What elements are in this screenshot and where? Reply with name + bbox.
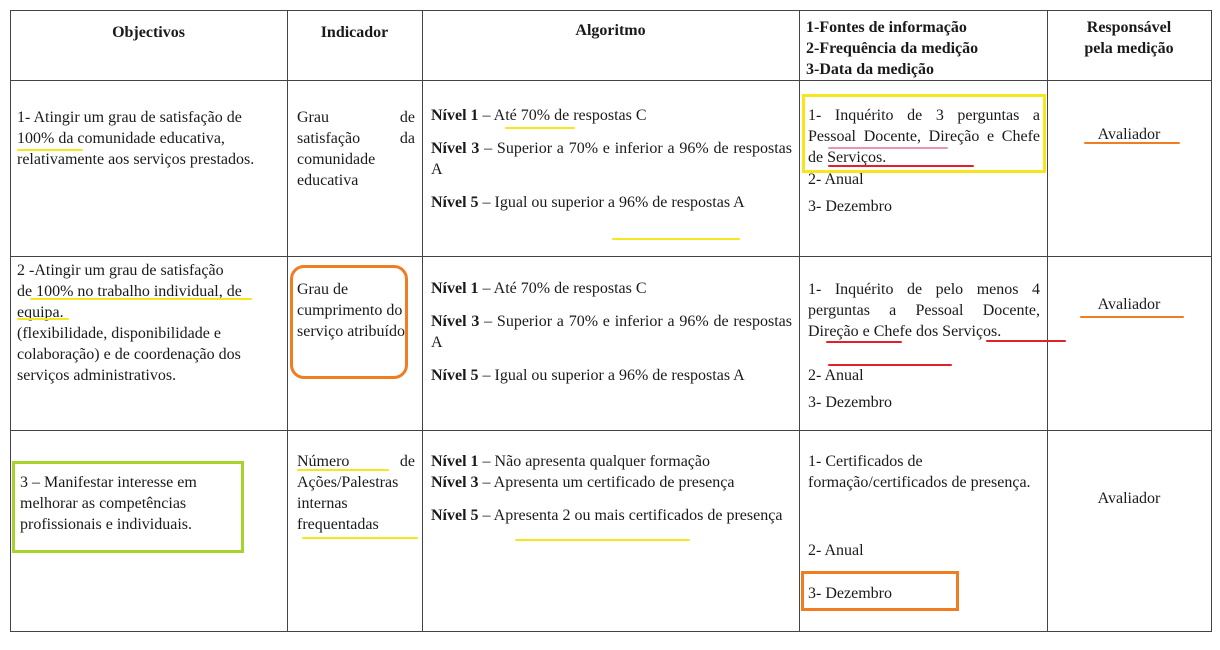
nivel-label: Nível 5 [431,367,479,384]
row3-fonte-1: 1- Certificados de formação/certificados de presença. [808,453,1031,491]
row2-nivel3 [431,311,792,353]
row1-nivel1 [431,105,792,126]
row2-fonte-1: 1- Inquérito de pelo menos 4 perguntas a Pessoal Docente, Direção e Chefe dos Serviços. [808,281,1040,340]
row2-fonte-3: 3- Dezembro [808,394,892,411]
highlight-underline [1080,316,1184,318]
nivel-text: – Até 70% de respostas C [478,280,647,297]
column-divider-4 [1047,10,1048,632]
highlight-box [290,265,408,379]
highlight-box [802,94,1046,173]
row3-indicador-line: Ações/Palestras [297,474,399,491]
nivel-text: – Igual ou superior a 96% de respostas A [478,194,745,211]
highlight-underline [612,238,740,240]
header-fontes-3: 3-Data da medição [806,61,934,78]
header-responsavel-2: pela medição [1084,40,1174,57]
nivel-label: Nível 1 [431,453,479,470]
row2-objectivo-line: de 100% no trabalho individual, de [17,283,242,300]
nivel-text: – Igual ou superior a 96% de respostas A [478,367,745,384]
header-indicador: Indicador [320,24,389,41]
nivel-label: Nível 3 [431,140,480,157]
nivel-label: Nível 1 [431,107,479,124]
row2-objectivo-line: (flexibilidade, disponibilidade e colaboração) e de coordenação dos serviços administrativos. [17,325,241,384]
row3-nivel1 [431,451,792,472]
row3-indicador-line: Número de [297,453,415,470]
row1-fonte-1: 1- Inquérito de 3 perguntas a Pessoal Docente, Direção e Chefe de Serviços. [808,107,1040,166]
row1-nivel3 [431,138,792,180]
nivel-label: Nível 5 [431,194,479,211]
row2-objectivo [17,260,283,386]
row3-indicador-line: frequentadas [297,516,379,533]
nivel-text: – Até 70% de respostas C [478,107,647,124]
row2-nivel5 [431,365,792,386]
row1-responsavel: Avaliador [1097,126,1161,143]
header-objectivos: Objectivos [112,24,185,41]
row2-objectivo-line: equipa. [17,304,64,321]
header-responsavel [1047,17,1211,59]
header-divider [10,80,1211,81]
row2-objectivo-line: 2 -Atingir um grau de satisfação [17,262,224,279]
column-divider-3 [799,10,800,632]
column-divider-1 [287,10,288,632]
row3-indicador-line: internas [297,495,348,512]
highlight-underline [297,469,389,471]
highlight-underline [826,341,902,343]
header-fontes [806,17,1046,80]
header-fontes-1: 1-Fontes de informação [806,19,967,36]
row-divider-2 [10,430,1211,431]
highlight-underline [302,537,418,539]
row1-fonte-3: 3- Dezembro [808,198,892,215]
highlight-underline [515,539,690,541]
nivel-label: Nível 3 [431,474,479,491]
nivel-text: – Superior a 70% e inferior a 96% de respostas A [431,140,793,178]
nivel-label: Nível 5 [431,507,479,524]
highlight-box [801,571,959,611]
row1-indicador-line: educativa [297,172,359,189]
row3-fonte-2: 2- Anual [808,542,864,559]
row3-responsavel: Avaliador [1097,490,1161,507]
column-border-right [1211,10,1212,632]
nivel-label: Nível 1 [431,280,479,297]
nivel-text: – Superior a 70% e inferior a 96% de respostas A [431,313,793,351]
row2-responsavel: Avaliador [1097,296,1161,313]
highlight-underline [30,298,252,300]
highlight-box [12,461,244,553]
highlight-underline [17,318,69,320]
row2-fonte-2: 2- Anual [808,367,864,384]
highlight-underline [828,364,952,366]
nivel-text: – Apresenta 2 ou mais certificados de presença [478,507,783,524]
row2-indicador: Grau de cumprimento do serviço atribuído [297,281,405,340]
row1-nivel5 [431,192,792,213]
row3-objectivo: 3 – Manifestar interesse em melhorar as competências profissionais e individuais. [20,474,197,533]
row3-nivel3 [431,472,792,493]
row1-indicador-line: comunidade [297,151,376,168]
row3-indicador [297,451,415,535]
header-fontes-2: 2-Frequência da medição [806,40,979,57]
highlight-underline [505,127,575,129]
row2-nivel1 [431,278,792,299]
table-border-top [10,10,1211,11]
row1-fonte-2: 2- Anual [808,171,864,188]
highlight-underline [1084,142,1180,144]
nivel-label: Nível 3 [431,313,480,330]
row1-objectivo: 1- Atingir um grau de satisfação de 100% da comunidade educativa, relativamente aos serviços prestados. [17,109,255,168]
row1-indicador-line: Grau de [297,109,415,126]
nivel-text: – Apresenta um certificado de presença [478,474,735,491]
row2-algoritmo [431,278,792,386]
row-divider-1 [10,256,1211,257]
highlight-underline [17,149,83,151]
row3-nivel5 [431,505,792,526]
column-divider-2 [422,10,423,632]
row1-algoritmo [431,105,792,213]
table-border-bottom [10,631,1211,632]
row1-indicador [297,107,415,191]
row3-algoritmo [431,451,792,526]
column-border-left [10,10,11,632]
row1-indicador-line: satisfação da [297,130,415,147]
nivel-text: – Não apresenta qualquer formação [478,453,710,470]
header-algoritmo: Algoritmo [575,22,646,39]
header-responsavel-1: Responsável [1086,19,1172,36]
row3-fonte-3: 3- Dezembro [808,585,892,602]
highlight-underline [986,340,1066,342]
